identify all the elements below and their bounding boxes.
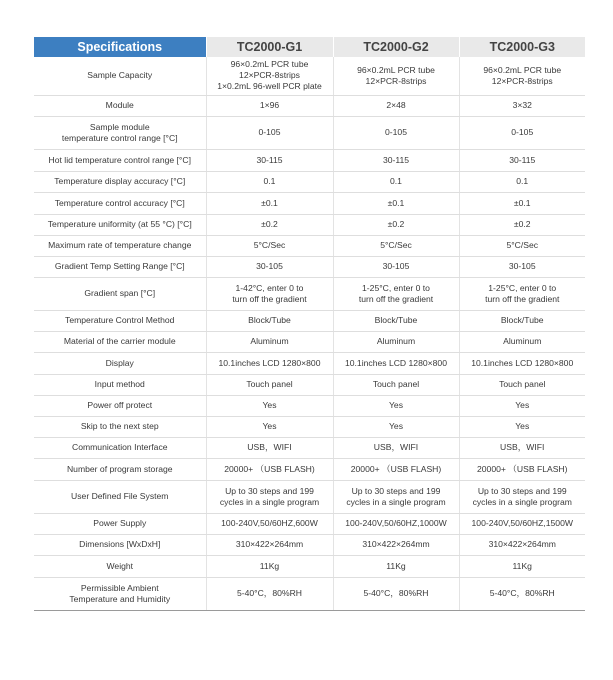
spec-value-cell-g3 [459, 513, 585, 534]
spec-label-cell [34, 534, 206, 555]
spec-value-cell-g1 [206, 513, 333, 534]
spec-label: Skip to the next step [80, 421, 159, 431]
spec-value: 30-115 [256, 154, 283, 165]
spec-value-cell-g3 [459, 116, 585, 149]
spec-value: 30-105 [256, 261, 283, 271]
spec-label-cell [34, 331, 206, 352]
spec-row-input-method [34, 374, 585, 395]
spec-label-cell [34, 577, 206, 610]
spec-value-cell-g1 [206, 352, 333, 374]
spec-row-display [34, 352, 585, 374]
spec-value: ±0.1 [513, 197, 531, 208]
spec-value-cell-g2 [333, 310, 459, 331]
spec-label: Display [105, 357, 134, 368]
spec-row-gradient-span [34, 277, 585, 310]
spec-value-cell-g2 [333, 116, 459, 149]
spec-row-max-rate [34, 235, 585, 256]
spec-value-cell-g1 [206, 57, 333, 95]
spec-label: Input method [94, 379, 145, 389]
spec-value: ±0.2 [261, 219, 278, 229]
spec-row-control-accuracy [34, 192, 585, 214]
spec-label: Temperature control accuracy [°C] [54, 197, 185, 208]
spec-label: Gradient span [°C] [84, 288, 156, 298]
spec-label-cell [34, 235, 206, 256]
spec-value: Aluminum [503, 336, 542, 346]
spec-row-program-storage [34, 458, 585, 480]
spec-value: 0-105 [385, 127, 407, 137]
spec-label: Maximum rate of temperature change [48, 240, 192, 250]
spec-value-cell-g1 [206, 395, 333, 416]
spec-value-cell-g3 [459, 95, 585, 116]
spec-label-cell [34, 513, 206, 534]
spec-label: Temperature Control Method [65, 315, 175, 325]
spec-value: Up to 30 steps and 199 [477, 485, 567, 496]
spec-value: Up to 30 steps and 199 [351, 485, 441, 496]
specifications-table-container [34, 37, 585, 611]
spec-value-cell-g1 [206, 277, 333, 310]
spec-value-cell-g3 [459, 192, 585, 214]
spec-label-cell [34, 374, 206, 395]
spec-value-cell-g1 [206, 171, 333, 192]
spec-value: turn off the gradient [232, 293, 307, 304]
spec-value: ±0.2 [513, 219, 531, 229]
spec-value-cell-g1 [206, 310, 333, 331]
spec-label: Gradient Temp Setting Range [°C] [54, 261, 185, 271]
spec-value-cell-g1 [206, 534, 333, 555]
spec-value-cell-g3 [459, 149, 585, 171]
specifications-header: Specifications [34, 37, 206, 57]
spec-value-cell-g2 [333, 513, 459, 534]
spec-row-control-method [34, 310, 585, 331]
spec-value-cell-g1 [206, 577, 333, 610]
spec-label: Number of program storage [66, 463, 173, 474]
spec-row-weight [34, 555, 585, 577]
spec-row-hot-lid-range [34, 149, 585, 171]
spec-value-cell-g3 [459, 480, 585, 513]
spec-value: 20000+ （USB FLASH) [350, 463, 442, 474]
spec-value: Touch panel [372, 379, 420, 389]
spec-value: 5°C/Sec [506, 240, 539, 250]
spec-value-cell-g3 [459, 437, 585, 458]
spec-value: 96×0.2mL PCR tube [357, 64, 435, 75]
spec-value-cell-g3 [459, 235, 585, 256]
spec-value: Aluminum [376, 336, 416, 346]
spec-value: 0.1 [390, 176, 402, 186]
spec-value-cell-g3 [459, 416, 585, 437]
spec-value-cell-g3 [459, 395, 585, 416]
spec-value: 20000+ （USB FLASH) [224, 463, 315, 474]
spec-label-cell [34, 256, 206, 277]
spec-label-cell [34, 149, 206, 171]
spec-value-cell-g1 [206, 555, 333, 577]
spec-label: User Defined File System [71, 491, 169, 501]
spec-value-cell-g1 [206, 95, 333, 116]
spec-value: cycles in a single program [346, 496, 446, 507]
spec-value: Touch panel [246, 379, 293, 389]
spec-row-skip-next-step [34, 416, 585, 437]
spec-value-cell-g3 [459, 331, 585, 352]
spec-row-dimensions [34, 534, 585, 555]
spec-value-cell-g1 [206, 116, 333, 149]
spec-value-cell-g3 [459, 534, 585, 555]
spec-value-cell-g3 [459, 256, 585, 277]
spec-value: 30-115 [509, 154, 536, 165]
spec-label: Temperature and Humidity [69, 593, 171, 604]
spec-value: USB，WIFI [500, 442, 545, 452]
spec-value: Yes [262, 400, 277, 410]
spec-label-cell [34, 57, 206, 95]
spec-row-module [34, 95, 585, 116]
spec-value-cell-g3 [459, 555, 585, 577]
spec-value-cell-g3 [459, 352, 585, 374]
spec-row-sample-temp-range [34, 116, 585, 149]
spec-value: Up to 30 steps and 199 [225, 485, 314, 496]
spec-value: ±0.2 [387, 219, 405, 229]
spec-label: Dimensions [WxDxH] [79, 539, 161, 549]
spec-value-cell-g1 [206, 480, 333, 513]
spec-value-cell-g1 [206, 235, 333, 256]
spec-value: 5-40°C，80%RH [363, 588, 429, 598]
spec-label: Module [105, 100, 134, 110]
spec-value: 2×48 [386, 100, 406, 110]
spec-value-cell-g3 [459, 171, 585, 192]
spec-label-cell [34, 95, 206, 116]
spec-label-cell [34, 310, 206, 331]
spec-value: 0.1 [263, 176, 276, 186]
spec-row-carrier-material [34, 331, 585, 352]
spec-label: Permissible Ambient [80, 582, 159, 593]
spec-value-cell-g2 [333, 149, 459, 171]
spec-label-cell [34, 116, 206, 149]
spec-label-cell [34, 352, 206, 374]
spec-value: 1×0.2mL 96-well PCR plate [217, 81, 322, 92]
spec-value: 30-115 [382, 154, 410, 165]
spec-value: 12×PCR-8strips [491, 75, 553, 86]
spec-value-cell-g2 [333, 534, 459, 555]
spec-value-cell-g2 [333, 95, 459, 116]
spec-value: 5-40°C，80%RH [236, 588, 303, 598]
spec-value: 5°C/Sec [380, 240, 412, 250]
spec-row-uniformity [34, 214, 585, 235]
model-header-g1: TC2000-G1 [206, 37, 333, 57]
spec-value: Yes [388, 400, 404, 410]
spec-label-cell [34, 458, 206, 480]
spec-value: USB，WIFI [373, 442, 419, 452]
spec-value-cell-g2 [333, 395, 459, 416]
spec-value: Block/Tube [500, 315, 544, 325]
spec-value: 5-40°C，80%RH [489, 588, 555, 598]
spec-value-cell-g2 [333, 480, 459, 513]
spec-value: Block/Tube [374, 315, 418, 325]
spec-value: 10.1inches LCD 1280×800 [344, 357, 447, 368]
spec-value: Yes [262, 421, 277, 431]
spec-value-cell-g3 [459, 214, 585, 235]
spec-row-power-supply [34, 513, 585, 534]
spec-value-cell-g1 [206, 192, 333, 214]
table-header-row [34, 37, 585, 57]
spec-value-cell-g2 [333, 235, 459, 256]
spec-value-cell-g2 [333, 374, 459, 395]
spec-label-cell [34, 277, 206, 310]
spec-value: 10.1inches LCD 1280×800 [218, 357, 321, 368]
spec-value: turn off the gradient [358, 293, 434, 304]
spec-value: 3×32 [512, 100, 532, 110]
spec-value-cell-g1 [206, 149, 333, 171]
spec-value: 30-105 [508, 261, 536, 271]
spec-value: 11Kg [259, 560, 280, 571]
spec-value: 100-240V,50/60HZ,1500W [471, 518, 573, 528]
spec-value-cell-g2 [333, 458, 459, 480]
spec-label: Temperature uniformity (at 55 °C) [°C] [47, 219, 192, 229]
spec-value-cell-g1 [206, 256, 333, 277]
spec-value-cell-g3 [459, 57, 585, 95]
spec-label-cell [34, 555, 206, 577]
spec-value: Aluminum [250, 336, 289, 346]
spec-value: 5°C/Sec [253, 240, 286, 250]
spec-value: 96×0.2mL PCR tube [230, 59, 309, 70]
spec-value-cell-g2 [333, 277, 459, 310]
spec-label: Temperature display accuracy [°C] [54, 176, 186, 186]
spec-value-cell-g2 [333, 171, 459, 192]
spec-value-cell-g2 [333, 352, 459, 374]
spec-label-cell [34, 480, 206, 513]
spec-value-cell-g1 [206, 214, 333, 235]
spec-value: 96×0.2mL PCR tube [483, 64, 562, 75]
spec-row-gradient-setting-range [34, 256, 585, 277]
spec-value: 0.1 [516, 176, 529, 186]
spec-row-power-off-protect [34, 395, 585, 416]
spec-value: 1×96 [259, 100, 280, 110]
spec-value-cell-g1 [206, 437, 333, 458]
spec-value: Yes [388, 421, 404, 431]
spec-value-cell-g2 [333, 416, 459, 437]
spec-value-cell-g2 [333, 331, 459, 352]
spec-label: Sample Capacity [87, 70, 153, 81]
spec-value-cell-g2 [333, 256, 459, 277]
spec-row-file-system [34, 480, 585, 513]
spec-value: ±0.1 [261, 197, 278, 208]
spec-value: 100-240V,50/60HZ,1000W [345, 518, 447, 528]
model-header-g3: TC2000-G3 [459, 37, 585, 57]
spec-label: Material of the carrier module [63, 336, 176, 346]
spec-value: 20000+ （USB FLASH) [476, 463, 568, 474]
spec-label-cell [34, 437, 206, 458]
spec-value-cell-g1 [206, 458, 333, 480]
spec-value-cell-g1 [206, 331, 333, 352]
spec-value: Yes [515, 421, 530, 431]
spec-value-cell-g1 [206, 374, 333, 395]
spec-value: cycles in a single program [219, 496, 320, 507]
spec-value: 1-42°C, enter 0 to [235, 282, 304, 293]
spec-value: USB，WIFI [247, 442, 292, 452]
spec-row-display-accuracy [34, 171, 585, 192]
spec-label-cell [34, 214, 206, 235]
spec-value-cell-g2 [333, 437, 459, 458]
spec-value-cell-g3 [459, 374, 585, 395]
spec-value: cycles in a single program [472, 496, 572, 507]
spec-value: 10.1inches LCD 1280×800 [471, 357, 574, 368]
spec-value: 0-105 [258, 127, 281, 137]
spec-value: 310×422×264mm [488, 539, 556, 549]
spec-value: 11Kg [512, 560, 532, 571]
spec-row-sample-capacity [34, 57, 585, 95]
spec-value-cell-g3 [459, 310, 585, 331]
spec-value: 30-105 [382, 261, 410, 271]
spec-value: ±0.1 [387, 197, 405, 208]
spec-value: 12×PCR-8strips [239, 70, 300, 81]
spec-value: 12×PCR-8strips [365, 75, 427, 86]
spec-label: Sample module [89, 121, 150, 132]
spec-value-cell-g2 [333, 57, 459, 95]
spec-value: 0-105 [511, 127, 534, 137]
spec-value: 310×422×264mm [362, 539, 430, 549]
spec-value: Block/Tube [248, 315, 291, 325]
spec-row-communication-interface [34, 437, 585, 458]
spec-label-cell [34, 416, 206, 437]
spec-value: 1-25°C, enter 0 to [488, 282, 557, 293]
spec-label: Weight [106, 560, 134, 571]
spec-label: Power Supply [93, 518, 147, 528]
spec-value: Touch panel [499, 379, 546, 389]
spec-value-cell-g1 [206, 416, 333, 437]
spec-value-cell-g2 [333, 214, 459, 235]
model-header-g2: TC2000-G2 [333, 37, 459, 57]
spec-label-cell [34, 192, 206, 214]
spec-value-cell-g3 [459, 577, 585, 610]
spec-value: 100-240V,50/60HZ,600W [221, 518, 318, 528]
spec-value-cell-g3 [459, 458, 585, 480]
specifications-body [34, 57, 585, 610]
spec-value: Yes [515, 400, 530, 410]
spec-value: 1-25°C, enter 0 to [362, 282, 430, 293]
spec-value-cell-g2 [333, 577, 459, 610]
spec-value: 11Kg [386, 560, 406, 571]
spec-label-cell [34, 395, 206, 416]
spec-value: turn off the gradient [485, 293, 560, 304]
spec-value-cell-g2 [333, 555, 459, 577]
spec-value-cell-g2 [333, 192, 459, 214]
specifications-table [34, 37, 585, 611]
spec-value: 310×422×264mm [235, 539, 304, 549]
spec-label: Communication Interface [71, 442, 168, 452]
spec-label: temperature control range [°C] [61, 132, 178, 143]
spec-label: Hot lid temperature control range [°C] [48, 154, 191, 165]
spec-value-cell-g3 [459, 277, 585, 310]
spec-label: Power off protect [87, 400, 153, 410]
spec-label-cell [34, 171, 206, 192]
spec-row-ambient-conditions [34, 577, 585, 610]
